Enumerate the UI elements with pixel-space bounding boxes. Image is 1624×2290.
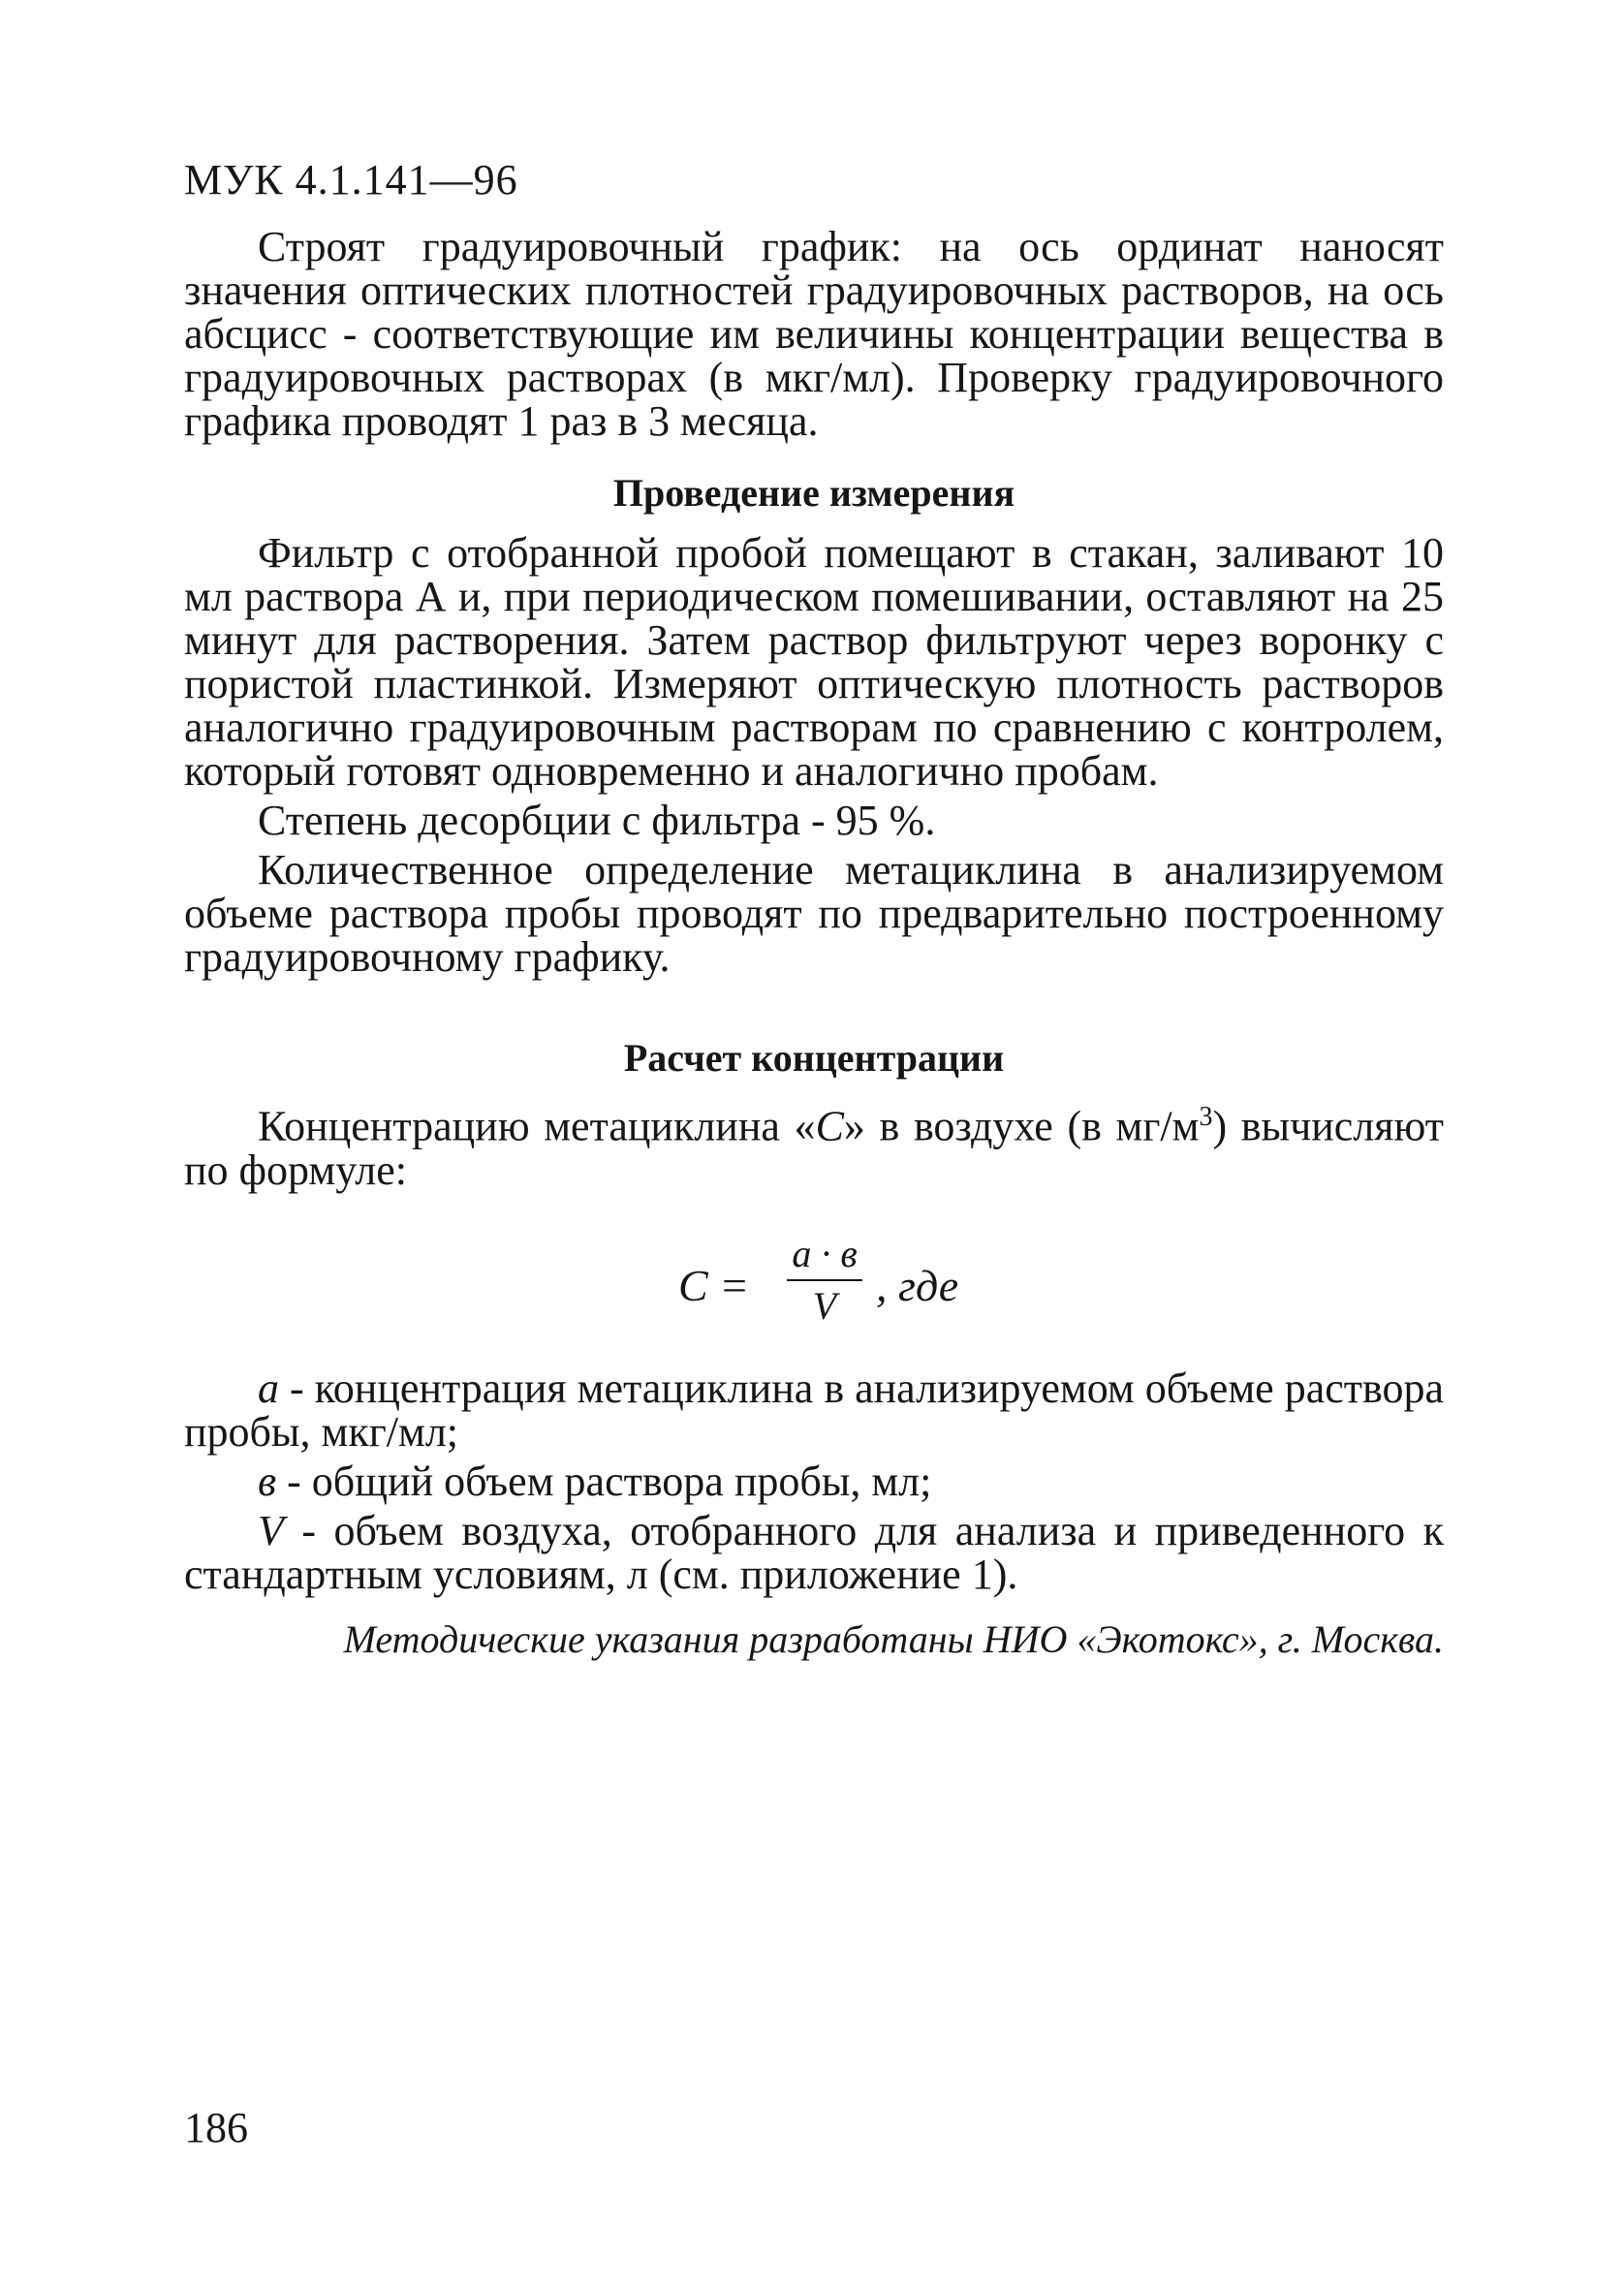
variable-definitions [184, 1366, 1444, 1596]
definition-b [184, 1459, 1444, 1503]
formula-denominator: V [812, 1284, 837, 1328]
cubic-superscript: 3 [1199, 1102, 1213, 1132]
calc-intro-text-3: ) вычисляют по формуле: [184, 1102, 1445, 1194]
formula-numerator: а · в [792, 1232, 858, 1275]
definition-a [184, 1366, 1444, 1454]
measurement-procedure-paragraph: Фильтр с отобранной пробой помещают в стакан, заливают 10 мл раствора А и, при периодическом помешивании, оставляют на 25 минут для растворения. Затем раствор фильтруют через воронку с пористой пластинкой. Измеряют оптическую плотность растворов аналогично градуировочным растворам по сравнению с контролем, который готовят одновременно и аналогично пробам. [184, 529, 1444, 795]
fraction-bar [787, 1279, 862, 1281]
definition-symbol: а [258, 1365, 279, 1412]
document-code-header: МУК 4.1.141—96 [184, 156, 518, 204]
desorption-degree-paragraph: Степень десорбции с фильтра - 95 %. [258, 797, 936, 844]
section-heading-calculation: Расчет концентрации [623, 1036, 1005, 1080]
measurement-section [184, 531, 1444, 979]
formula-rhs: , где [876, 1261, 959, 1310]
intro-section [184, 225, 1444, 443]
definition-symbol: V [258, 1507, 284, 1554]
formula-fraction [783, 1231, 866, 1328]
definition-symbol: в [258, 1458, 277, 1505]
definition-v [184, 1509, 1444, 1596]
definition-text: - концентрация метациклина в анализируемом объеме раствора пробы, мкг/мл; [184, 1365, 1444, 1456]
formula-lhs: C = [678, 1261, 750, 1310]
quantitative-determination-paragraph: Количественное определение метациклина в анализируемом объеме раствора пробы проводят по предварительно построенному градуировочному графику. [184, 846, 1444, 981]
calibration-graph-paragraph: Строят градуировочный график: на ось ординат наносят значения оптических плотностей градуировочных растворов, на ось абсцисс - соответствующие им величины концентрации вещества в градуировочных растворах (в мкг/мл). Проверку градуировочного графика проводят 1 раз в 3 месяца. [184, 223, 1444, 445]
concentration-symbol: С [815, 1102, 844, 1150]
definition-text: - объем воздуха, отобранного для анализа и приведенного к стандартным условиям, л (см. приложение 1). [184, 1507, 1444, 1598]
section-heading-measurement: Проведение измерения [612, 471, 1015, 515]
developer-credit: Методические указания разработаны НИО «Экотокс», г. Москва. [343, 1617, 1444, 1661]
calculation-intro [184, 1095, 1444, 1192]
definition-text: - общий объем раствора пробы, мл; [276, 1458, 932, 1505]
calculation-intro-paragraph [184, 1095, 1444, 1192]
calc-intro-text-1: Концентрацию метациклина « [258, 1102, 816, 1150]
calc-intro-text-2: » в воздухе (в мг/м [843, 1102, 1200, 1150]
page-number: 186 [184, 2104, 248, 2151]
